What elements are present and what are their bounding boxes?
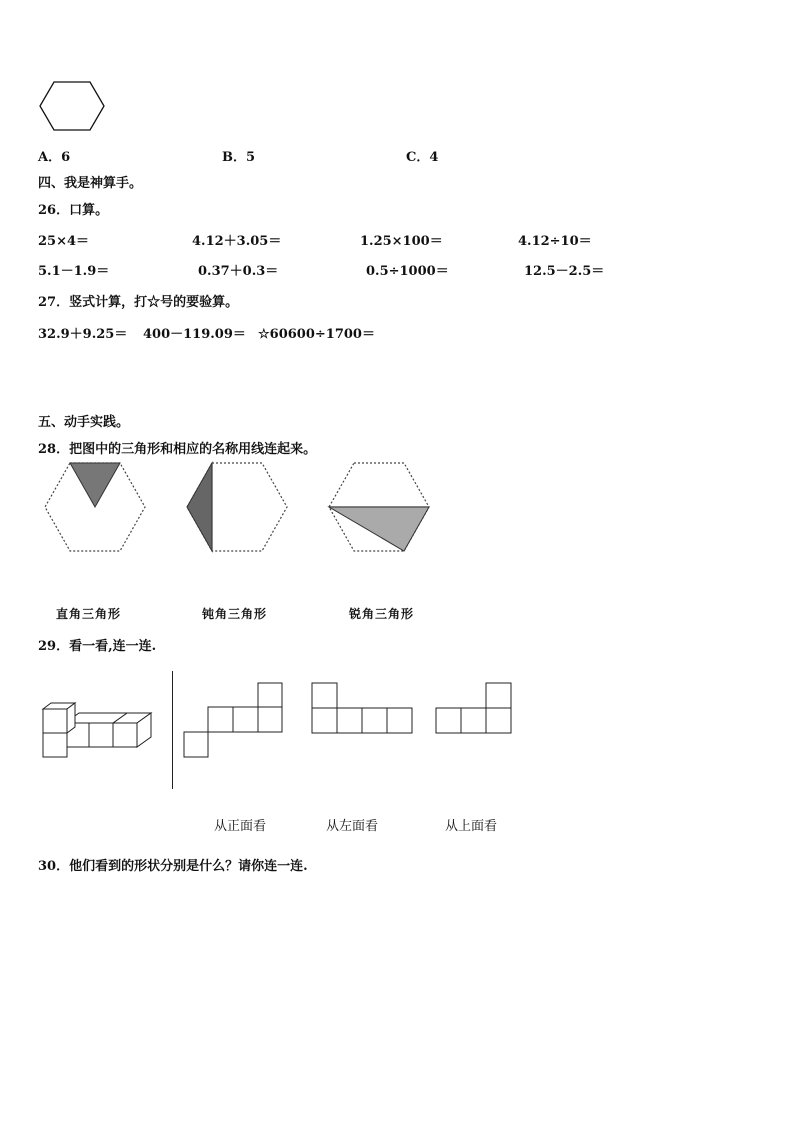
view-grid-3 — [436, 683, 516, 735]
q28-label-acute: 锐角三角形 — [349, 607, 415, 621]
shaded-triangle-2 — [187, 463, 212, 551]
hexagon-figure-1 — [43, 461, 147, 553]
hexagon-figure — [38, 80, 108, 132]
section-5-title: 五、动手实践。 — [38, 415, 130, 430]
section-4-title: 四、我是神算手。 — [38, 176, 143, 191]
view-label-front: 从正面看 — [214, 819, 267, 834]
q27-item-2: 400－119.09＝ — [143, 327, 246, 342]
q27-title: 27．竖式计算，打☆号的要验算。 — [38, 295, 239, 310]
q28-title: 28．把图中的三角形和相应的名称用线连起来。 — [38, 442, 317, 457]
q29-title: 29．看一看,连一连. — [38, 639, 157, 654]
q26-title: 26．口算。 — [38, 203, 109, 218]
q27-item-3: ☆60600÷1700＝ — [258, 327, 375, 342]
q26-item-5: 5.1－1.9＝ — [38, 264, 110, 279]
view-label-left: 从左面看 — [326, 819, 379, 834]
view-grid-1 — [184, 683, 284, 759]
vertical-divider — [172, 671, 173, 789]
view-grid-2 — [312, 683, 416, 735]
q26-item-1: 25×4＝ — [38, 234, 90, 249]
q28-label-right: 直角三角形 — [56, 607, 122, 621]
q26-item-2: 4.12＋3.05＝ — [192, 234, 282, 249]
option-c[interactable]: C．4 — [406, 150, 439, 165]
option-a[interactable]: A．6 — [38, 150, 71, 165]
option-b[interactable]: B．5 — [222, 150, 256, 165]
shaded-triangle-3 — [329, 507, 429, 551]
q27-item-1: 32.9＋9.25＝ — [38, 327, 128, 342]
shaded-triangle-1 — [70, 463, 120, 507]
q28-label-obtuse: 钝角三角形 — [202, 607, 268, 621]
cube-stack-figure — [41, 703, 156, 763]
view-label-top: 从上面看 — [445, 819, 498, 834]
q26-item-6: 0.37＋0.3＝ — [198, 264, 279, 279]
hexagon-figure-2 — [185, 461, 289, 553]
q26-item-8: 12.5－2.5＝ — [524, 264, 605, 279]
hexagon-figure-3 — [327, 461, 431, 553]
q30-title: 30．他们看到的形状分别是什么？请你连一连. — [38, 859, 308, 874]
q26-item-4: 4.12÷10＝ — [518, 234, 592, 249]
q26-item-3: 1.25×100＝ — [360, 234, 443, 249]
q26-item-7: 0.5÷1000＝ — [366, 264, 449, 279]
